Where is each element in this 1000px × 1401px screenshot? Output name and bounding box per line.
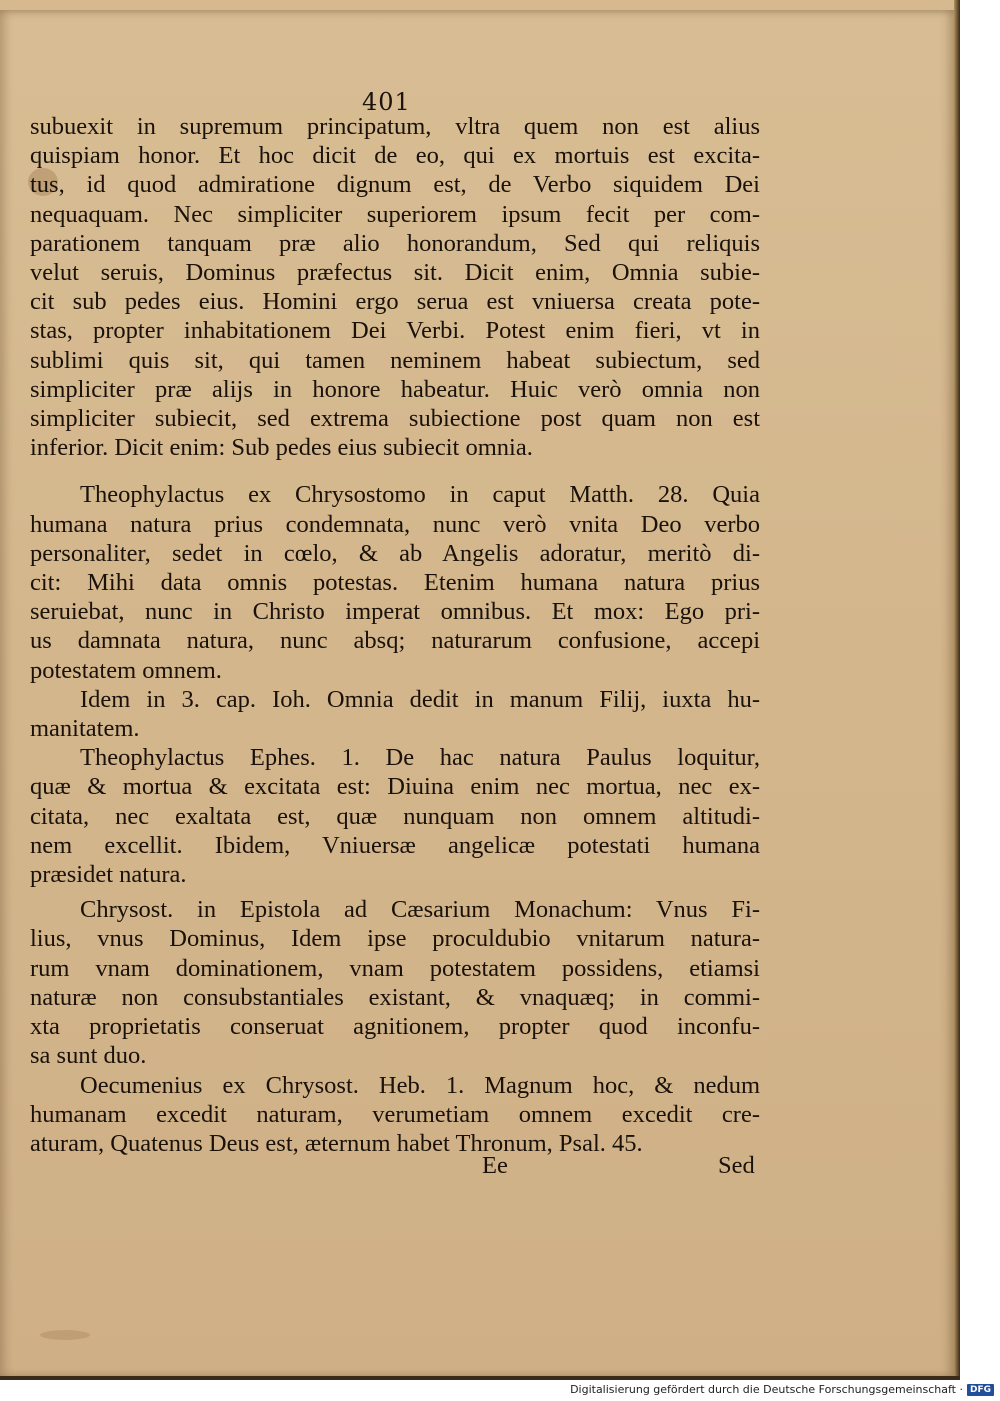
paragraph (30, 1071, 760, 1159)
body-text (30, 112, 760, 1158)
text-line: Idem in 3. cap. Ioh. Omnia dedit in manum Filij, iuxta hu- (80, 685, 760, 713)
text-line: manitatem. (30, 715, 140, 743)
text-line: xta proprietatis conseruat agnitionem, propter quod inconfu- (30, 1013, 760, 1041)
text-line: us damnata natura, nunc absq; naturarum confusione, accepi (30, 627, 760, 655)
text-line: Chrysost. in Epistola ad Cæsarium Monachum: Vnus Fi- (80, 896, 760, 924)
text-line: citata, nec exaltata est, quæ nunquam non omnem altitudi- (30, 802, 760, 830)
page-edge (0, 1376, 960, 1380)
text-line: naturæ non consubstantiales existant, & vnaquæq; in commi- (30, 983, 760, 1011)
text-line: parationem tanquam præ alio honorandum, Sed qui reliquis (30, 229, 760, 257)
text-line: simpliciter subiecit, sed extrema subiectione post quam non est (30, 405, 760, 433)
paragraph (30, 895, 760, 1070)
text-line: Theophylactus ex Chrysostomo in caput Matth. 28. Quia (80, 481, 760, 509)
text-line: sa sunt duo. (30, 1042, 147, 1070)
catchword: Sed (718, 1152, 755, 1179)
text-line: Theophylactus Ephes. 1. De hac natura Paulus loquitur, (80, 744, 760, 772)
text-line: velut seruis, Dominus præfectus sit. Dicit enim, Omnia subie- (30, 259, 760, 287)
text-line: nequaquam. Nec simpliciter superiorem ipsum fecit per com- (30, 200, 760, 228)
text-line: personaliter, sedet in cœlo, & ab Angelis adoratur, meritò di- (30, 539, 760, 567)
footer-credit (570, 1383, 994, 1396)
text-line: sublimi quis sit, qui tamen neminem habeat subiectum, sed (30, 346, 760, 374)
text-line: subuexit in supremum principatum, vltra quem non est alius (30, 113, 760, 140)
footer-text: Digitalisierung gefördert durch die Deutsche Forschungsgemeinschaft · (570, 1383, 963, 1396)
text-line: rum vnam dominationem, vnam potestatem possidens, etiamsi (30, 954, 760, 982)
text-line: præsidet natura. (30, 861, 187, 889)
text-line: humanam excedit naturam, verumetiam omnem excedit cre- (30, 1100, 760, 1128)
text-line: potestatem omnem. (30, 656, 222, 684)
text-line: humana natura prius condemnata, nunc verò vnita Deo verbo (30, 510, 760, 538)
paragraph (30, 685, 760, 743)
text-line: quispiam honor. Et hoc dicit de eo, qui ex mortuis est excita- (30, 142, 760, 170)
text-line: inferior. Dicit enim: Sub pedes eius subiecit omnia. (30, 434, 533, 462)
text-line: seruiebat, nunc in Christo imperat omnibus. Et mox: Ego pri- (30, 598, 760, 626)
text-line: stas, propter inhabitationem Dei Verbi. Potest enim fieri, vt in (30, 317, 760, 345)
paragraph (30, 112, 760, 462)
text-line: cit: Mihi data omnis potestas. Etenim humana natura prius (30, 569, 760, 597)
paragraph (30, 480, 760, 684)
dfg-logo: DFG (967, 1384, 994, 1396)
page-number: 401 (362, 88, 411, 116)
page-edge (954, 0, 960, 1380)
signature-mark: Ee (482, 1152, 508, 1179)
paragraph (30, 743, 760, 889)
text-line: Oecumenius ex Chrysost. Heb. 1. Magnum hoc, & nedum (80, 1071, 760, 1099)
text-line: tus, id quod admiratione dignum est, de Verbo siquidem Dei (30, 171, 760, 199)
text-line: cit sub pedes eius. Homini ergo serua est vniuersa creata pote- (30, 288, 760, 316)
text-line: simpliciter præ alijs in honore habeatur. Huic verò omnia non (30, 375, 760, 403)
ink-stain (40, 1330, 90, 1340)
text-line: lius, vnus Dominus, Idem ipse proculdubio vnitarum natura- (30, 925, 760, 953)
text-line: quæ & mortua & excitata est: Diuina enim nec mortua, nec ex- (30, 773, 760, 801)
text-line: aturam, Quatenus Deus est, æternum habet Thronum, Psal. 45. (30, 1129, 643, 1157)
text-line: nem excellit. Ibidem, Vniuersæ angelicæ potestati humana (30, 831, 760, 859)
